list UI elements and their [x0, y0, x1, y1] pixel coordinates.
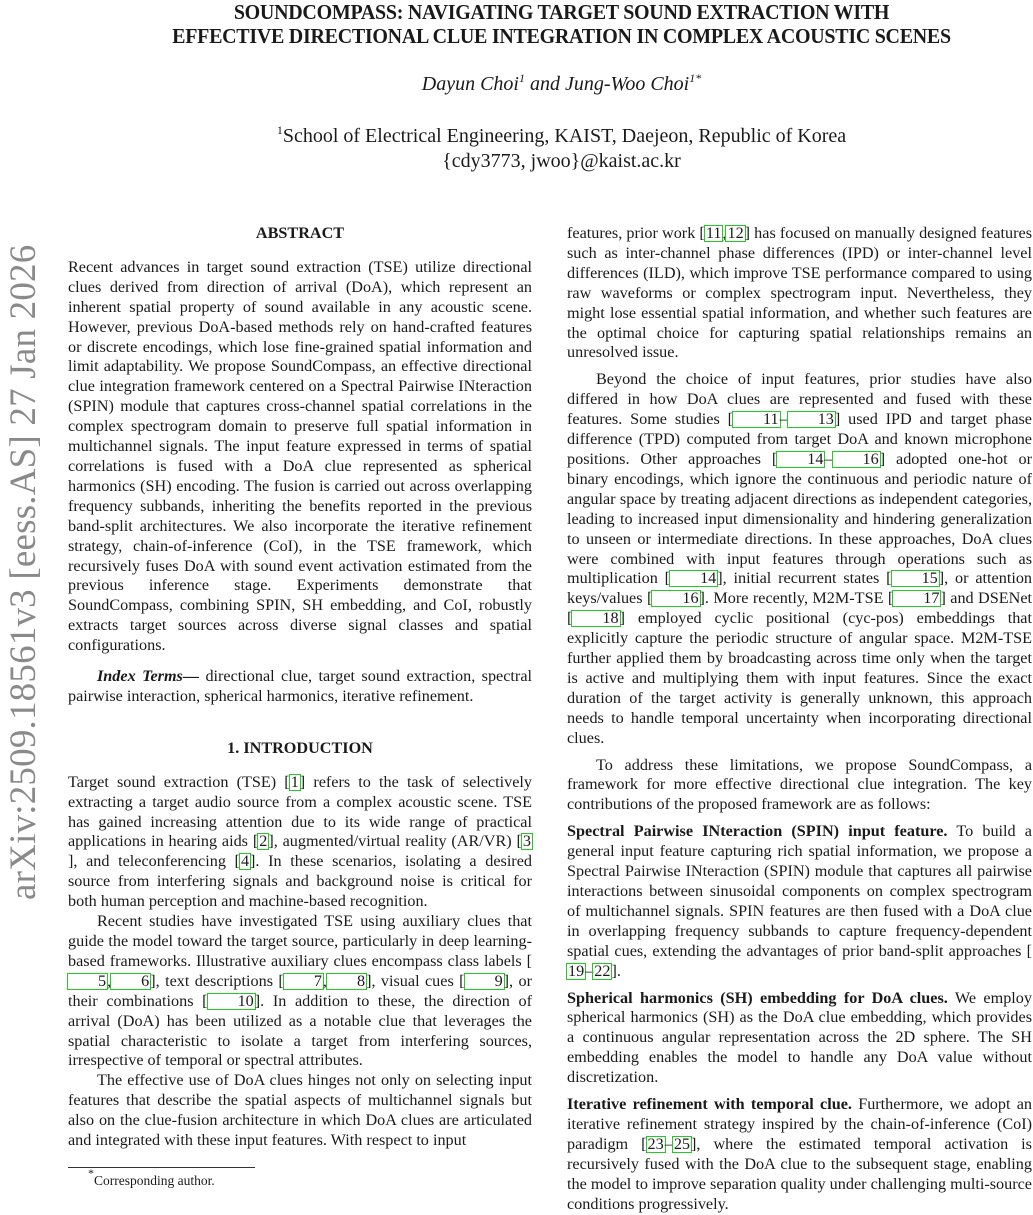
citation-link[interactable]: 4: [240, 852, 250, 871]
author-1-affiliation: 1: [518, 71, 525, 85]
citation-link[interactable]: 11: [732, 411, 781, 428]
introduction-heading: 1. INTRODUCTION: [227, 738, 373, 757]
author-conjunction: and: [524, 73, 565, 95]
affiliation-marker: 1: [276, 123, 283, 137]
citation-link[interactable]: 9: [464, 973, 505, 990]
author-2-affiliation: 1*: [689, 71, 702, 85]
title-line-2: EFFECTIVE DIRECTIONAL CLUE INTEGRATION IN COMPLEX ACOUSTIC SCENES: [172, 24, 951, 48]
contribution-spin: Spectral Pairwise INteraction (SPIN) input feature. To build a general input feature capturing rich spatial information, we propose a Spectral Pairwise INteraction (SPIN) module that captures all pairwise interactions between sinusoidal components on complex spectrogram of multichannel signals. SPIN features are then fused with a DoA clue in overlapping frequency subbands to capture frequency-dependent spatial cues, extending the advantages of prior band-split approaches [19–22].: [567, 822, 1032, 980]
citation-link[interactable]: 19: [568, 961, 585, 980]
citation-link[interactable]: 5: [67, 973, 108, 990]
citation-link[interactable]: 23: [647, 1134, 664, 1153]
citation-link[interactable]: 8: [326, 973, 367, 990]
footnote: [68, 1165, 532, 1190]
citation-link[interactable]: 14: [776, 451, 825, 468]
citation-link[interactable]: 15: [891, 570, 940, 587]
right-column: [567, 224, 1032, 1215]
citation-link[interactable]: 13: [787, 411, 836, 428]
citation-link[interactable]: 18: [571, 610, 620, 627]
citation-link[interactable]: 16: [651, 590, 700, 607]
citation-link[interactable]: 10: [207, 993, 256, 1010]
index-terms-text: directional clue, target sound extraction, spectral pairwise interaction, spherical harmonics, iterative refinement.: [68, 667, 532, 705]
author-list: [90, 72, 1033, 96]
footnote-divider: [68, 1167, 255, 1168]
index-terms-label: Index Terms—: [97, 667, 200, 686]
citation-link[interactable]: 22: [594, 961, 611, 980]
abstract-heading: ABSTRACT: [255, 224, 345, 242]
footnote-marker: *: [88, 1165, 94, 1180]
author-emails: {cdy3773, jwoo}@kaist.ac.kr: [442, 150, 681, 172]
citation-link[interactable]: 25: [673, 1134, 690, 1153]
affiliation: School of Electrical Engineering, KAIST, Daejeon, Republic of Korea: [282, 125, 847, 147]
intro-paragraph-5: Beyond the choice of input features, prior studies have also differed in how DoA clues are represented and fused with these features. Some studies [ 11– 13] used IPD and target phase difference (TPD) computed from target DoA and known microphone positions. Other approaches [ 14– 16] adopted one-hot or binary encodings, which ignore the continuous and periodic nature of angular space by treating adjacent directions as independent categories, leading to increased input dimensionality and hindering generalization to unseen or intermediate directions. In these approaches, DoA clues were combined with input features through operations such as multiplication [ 14], initial recurrent states [ 15], or attention keys/values [ 16]. More recently, M2M-TSE [ 17] and DSENet [ 18] employed cyclic positional (cyc-pos) embeddings that explicitly capture the periodic structure of angular space. M2M-TSE further applied them by broadcasting across time only when the target is active and multiplying them with input features. Since the exact duration of the target activity is generally unknown, this approach needs to handle temporal uncertainty when incorporating directional clues.: [567, 370, 1033, 747]
affiliation-block: [90, 124, 1033, 174]
citation-link[interactable]: 3: [522, 832, 531, 851]
intro-paragraph-6: To address these limitations, we propose SoundCompass, a framework for more effective directional clue integration. The key contributions of the proposed framework are as follows:: [567, 755, 1032, 814]
intro-paragraph-3: The effective use of DoA clues hinges not only on selecting input features that describe the spatial aspects of multichannel signals but also on the clue-fusion architecture in which DoA clues are articulated and integrated with these input features. With respect to input: [68, 1071, 532, 1150]
citation-link[interactable]: 16: [832, 451, 881, 468]
index-terms: [68, 667, 532, 707]
citation-link[interactable]: 17: [892, 590, 941, 607]
intro-paragraph-1: Target sound extraction (TSE) [1] refers to the task of selectively extracting a target audio source from a complex acoustic scene. TSE has gained increasing attention due to its wide range of practical applications in hearing aids [2], augmented/virtual reality (AR/VR) [3], and teleconferencing [4]. In these scenarios, isolating a desired source from interfering signals and background noise is critical for both human perception and machine-based recognition.: [68, 772, 532, 911]
author-2: Jung-Woo Choi: [564, 73, 690, 95]
intro-paragraph-4: features, prior work [11,12] has focused on manually designed features such as inter-channel phase differences (IPD) or inter-channel level differences (ILD), which improve TSE performance compared to using raw waveforms or complex spectrogram input. Nevertheless, they might lose essential spatial information, and whether such features are the optimal choice for capturing spatial relationships remains an unresolved issue.: [567, 224, 1032, 362]
contribution-title: Iterative refinement with temporal clue.: [567, 1095, 852, 1114]
footnote-text: Corresponding author.: [94, 1172, 215, 1188]
paper-title: [123, 0, 1000, 48]
citation-link[interactable]: 7: [283, 973, 324, 990]
left-column: [68, 224, 532, 1190]
citation-link[interactable]: 2: [259, 832, 268, 851]
title-line-1: SOUNDCOMPASS: NAVIGATING TARGET SOUND EXTRACTION WITH: [233, 0, 890, 24]
contribution-sh: Spherical harmonics (SH) embedding for DoA clues. We employ spherical harmonics (SH) as the DoA clue embedding, which provides a continuous angular representation across the 2D sphere. The SH embedding enables the model to handle any DoA value without discretization.: [567, 988, 1032, 1087]
citation-link[interactable]: 11: [705, 224, 722, 242]
author-1: Dayun Choi: [421, 73, 519, 95]
intro-paragraph-2: Recent studies have investigated TSE using auxiliary clues that guide the model toward the target source, particularly in deep learning-based frameworks. Illustrative auxiliary clues encompass class labels [5, 6], text descriptions [ 7, 8], visual cues [ 9], or their combinations [ 10]. In addition to these, the direction of arrival (DoA) has been utilized as a notable clue that leverages the spatial characteristic to isolate a target from interfering sources, irrespective of temporal or spectral attributes.: [68, 912, 533, 1070]
contribution-title: Spectral Pairwise INteraction (SPIN) input feature.: [567, 822, 948, 841]
contribution-coi: Iterative refinement with temporal clue. Furthermore, we adopt an iterative refinement strategy inspired by the chain-of-inference (CoI) paradigm [23–25], where the estimated temporal activation is recursively fused with the DoA clue to the subsequent stage, enabling the model to improve separation quality under challenging multi-source conditions progressively.: [567, 1095, 1033, 1213]
citation-link[interactable]: 6: [110, 973, 151, 990]
citation-link[interactable]: 1: [290, 772, 299, 791]
abstract-body: Recent advances in target sound extraction (TSE) utilize directional clues derived from direction of arrival (DoA), which represent an inherent spatial property of sound available in any acoustic scene. However, previous DoA-based methods rely on hand-crafted features or discrete encodings, which lose fine-grained spatial information and limit adaptability. We propose SoundCompass, an effective directional clue integration framework centered on a Spectral Pairwise INteraction (SPIN) module that captures cross-channel spatial correlations in the complex spectrogram domain to preserve full spatial information in multichannel signals. The input feature expressed in terms of spatial correlations is fused with a DoA clue represented as spherical harmonics (SH) encoding. The fusion is carried out across overlapping frequency subbands, inheriting the benefits reported in the previous band-split architectures. We also incorporate the iterative refinement strategy, chain-of-inference (CoI), in the TSE framework, which recursively fuses DoA with sound event activation estimated from the previous inference stage. Experiments demonstrate that SoundCompass, combining SPIN, SH embedding, and CoI, robustly extracts target sources across diverse signal classes and spatial configurations.: [68, 257, 532, 655]
contribution-title: Spherical harmonics (SH) embedding for DoA clues.: [567, 988, 948, 1007]
citation-link[interactable]: 14: [669, 570, 718, 587]
arxiv-stamp[interactable]: arXiv:2509.18561v3 [eess.AS] 27 Jan 2026: [3, 244, 44, 900]
citation-link[interactable]: 12: [727, 224, 744, 242]
